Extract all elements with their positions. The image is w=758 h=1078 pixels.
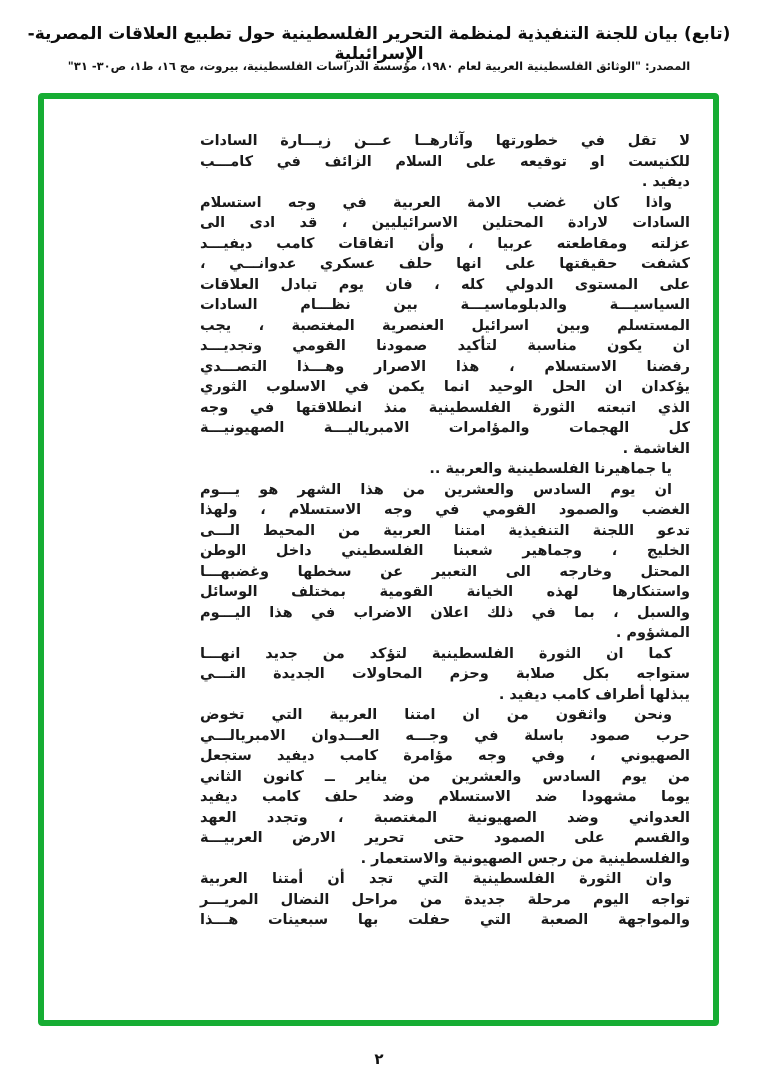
text-line: ستواجه بكل صلابة وحزم المحاولات الجديدة التـــي (200, 666, 690, 682)
text-line: ان يوم السادس والعشرين من هذا الشهر هو يـــوم (200, 481, 672, 498)
paragraph (200, 869, 690, 931)
text-line: والقسم على الصمود حتى تحرير الارض العربيـــة (200, 830, 690, 846)
text-line: والمواجهة الصعبة التي حفلت بها سبعينات هـــذا (200, 912, 690, 928)
text-line: رفضنا الاستسلام ، هذا الاصرار وهـــذا التصـــدي (200, 358, 690, 375)
text-line: والفلسطينية من رجس الصهيونية والاستعمار . (360, 850, 690, 867)
text-line: الغضب والصمود القومي في وجه الاستسلام ، ولهذا (200, 502, 690, 518)
text-line: المشؤوم . (615, 625, 690, 641)
paragraph (200, 480, 690, 644)
text-line: يبذلها أطراف كامب ديفيد . (498, 686, 690, 703)
text-line: يا جماهيرنا الفلسطينية والعربية .. (429, 461, 672, 477)
text-line: على المستوى الدولي كله ، فان يوم تبادل العلاقات (200, 276, 690, 293)
paragraph (200, 644, 690, 706)
body-text (200, 131, 690, 931)
text-line: تدعو اللجنة التنفيذية امتنا العربية من المحيط الـــى (200, 522, 690, 539)
paragraph (200, 459, 690, 480)
page-number: ٢ (374, 1050, 384, 1068)
paragraph (200, 131, 690, 193)
paragraph (200, 193, 690, 460)
text-line: ان يكون مناسبة لتأكيد صمودنا القومي وتجديـــد (200, 338, 690, 354)
text-line: حرب صمود باسلة في وجـــه العـــدوان الامبريالـــي (200, 727, 690, 744)
text-line: كشفت حقيقتها على انها حلف عسكري عدوانـــي ، (200, 256, 690, 272)
text-line: ونحن واثقون من ان امتنا العربية التي تخوض (200, 707, 672, 723)
text-line: كما ان الثورة الفلسطينية لتؤكد من جديد انهـــا (200, 645, 672, 662)
text-line: من يوم السادس والعشرين من يناير ــ كانون الثاني (200, 768, 690, 785)
paragraph (200, 705, 690, 869)
document-title: (تابع) بيان للجنة التنفيذية لمنظمة التحرير الفلسطينية حول تطبيع العلاقات المصرية- الإسرائيلية (27, 24, 731, 64)
text-line: والسبل ، بما في ذلك اعلان الاضراب في هذا اليـــوم (200, 604, 690, 621)
text-line: المحتل وخارجه الى التعبير عن سخطها وغضبهـــا (200, 563, 690, 580)
document-source: المصدر: "الوثائق الفلسطينية العربية لعام ١٩٨٠، مؤسسة الدراسات الفلسطينية، بيروت، مج ١٦، ط١، ص٣٠- ٣١" (67, 59, 691, 73)
text-line: الصهيوني ، وفي وجه مؤامرة كامب ديفيد ستجعل (200, 748, 690, 764)
text-line: الغاشمة . (622, 440, 690, 457)
text-line: واذا كان غضب الامة العربية في وجه استسلام (200, 194, 672, 211)
text-line: كل الهجمات والمؤامرات الامبرياليـــة الصهيونيـــة (200, 420, 690, 436)
text-line: يوما مشهودا ضد الاستسلام وضد حلف كامب ديفيد (200, 789, 690, 805)
text-line: واستنكارها لهذه الخيانة القومية بمختلف الوسائل (200, 584, 690, 600)
text-line: وان الثورة الفلسطينية التي تجد أن أمتنا العربية (200, 871, 672, 887)
text-line: المستسلم وبين اسرائيل العنصرية المغتصبة ، يجب (200, 317, 690, 334)
text-line: السياسيـــة والدبلوماسيـــة بين نظـــام السادات (200, 297, 690, 313)
text-line: السادات لارادة المحتلين الاسرائيليين ، قد ادى الى (200, 215, 690, 231)
text-line: عزلته ومقاطعته عربيا ، وأن اتفاقات كامب ديفيـــد (200, 235, 690, 252)
text-line: الخليج ، وجماهير شعبنا الفلسطيني داخل الوطن (200, 543, 690, 559)
text-line: لا تقل في خطورتها وآثارهــا عـــن زيـــارة السادات (200, 133, 690, 149)
text-line: الذي اتبعته الثورة الفلسطينية منذ انطلاقتها في وجه (200, 399, 690, 416)
text-line: العدواني وضد الصهيونية المغتصبة ، وتجدد العهد (200, 809, 690, 826)
text-line: للكنيست او توقيعه على السلام الزائف في كامـــب (200, 153, 690, 170)
text-line: تواجه اليوم مرحلة جديدة من مراحل النضال المريـــر (200, 891, 690, 908)
text-line: يؤكدان ان الحل الوحيد انما يكمن في الاسلوب الثوري (200, 379, 690, 395)
text-line: ديفيد . (641, 174, 690, 190)
